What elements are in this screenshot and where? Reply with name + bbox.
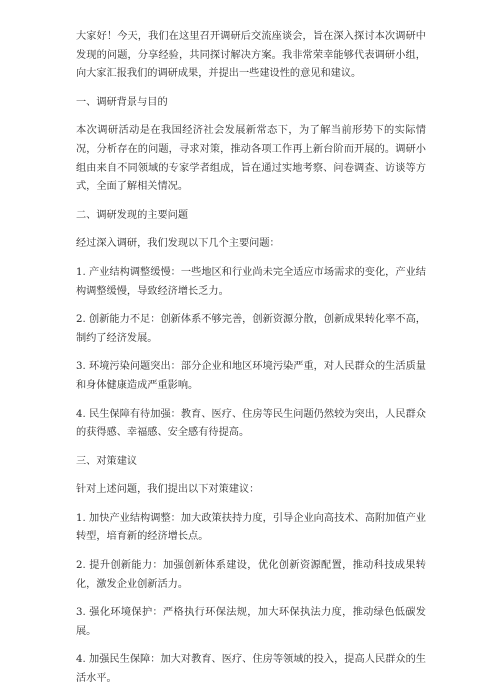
section-1-heading: 一、调研背景与目的 xyxy=(76,96,168,108)
suggestion-item: 2. 提升创新能力：加强创新体系建设，优化创新资源配置，推动科技成果转化，激发企业创新活力。 xyxy=(76,560,426,590)
problem-item: 4. 民生保障有待加强：教育、医疗、住房等民生问题仍然较为突出，人民群众的获得感、幸福感、安全感有待提高。 xyxy=(76,408,426,439)
suggestion-item: 1. 加快产业结构调整：加大政策扶持力度，引导企业向高技术、高附加值产业转型，培育新的经济增长点。 xyxy=(76,512,426,543)
suggestion-item: 4. 加强民生保障：加大对教育、医疗、住房等领域的投入，提高人民群众的生活水平。 xyxy=(76,654,426,685)
section-2-lead: 经过深入调研，我们发现以下几个主要问题： xyxy=(76,238,280,250)
problem-item: 3. 环境污染问题突出：部分企业和地区环境污染严重，对人民群众的生活质量和身体健康造成严重影响。 xyxy=(76,361,426,391)
suggestion-item: 3. 强化环境保护：严格执行环保法规，加大环保执法力度，推动绿色低碳发展。 xyxy=(76,607,426,637)
section-2-heading: 二、调研发现的主要问题 xyxy=(76,209,189,221)
section-1-body: 本次调研活动是在我国经济社会发展新常态下，为了解当前形势下的实际情况，分析存在的问题，寻求对策，推动各项工作再上新台阶而开展的。调研小组由来自不同领域的专家学者组成，旨在通过实地考察、问卷调查、访谈等方式，全面了解相关情况。 xyxy=(76,125,426,193)
section-3-lead: 针对上述问题，我们提出以下对策建议： xyxy=(76,484,260,496)
intro-paragraph: 大家好！今天，我们在这里召开调研后交流座谈会，旨在深入探讨本次调研中发现的问题，分享经验，共同探讨解决方案。我非常荣幸能够代表调研小组，向大家汇报我们的调研成果，并提出一些建设性的意见和建议。 xyxy=(76,31,426,80)
problem-item: 1. 产业结构调整缓慢：一些地区和行业尚未完全适应市场需求的变化，产业结构调整缓慢，导致经济增长乏力。 xyxy=(76,266,426,297)
problem-item: 2. 创新能力不足：创新体系不够完善，创新资源分散，创新成果转化率不高，制约了经济发展。 xyxy=(76,314,426,344)
section-3-heading: 三、对策建议 xyxy=(76,455,138,467)
